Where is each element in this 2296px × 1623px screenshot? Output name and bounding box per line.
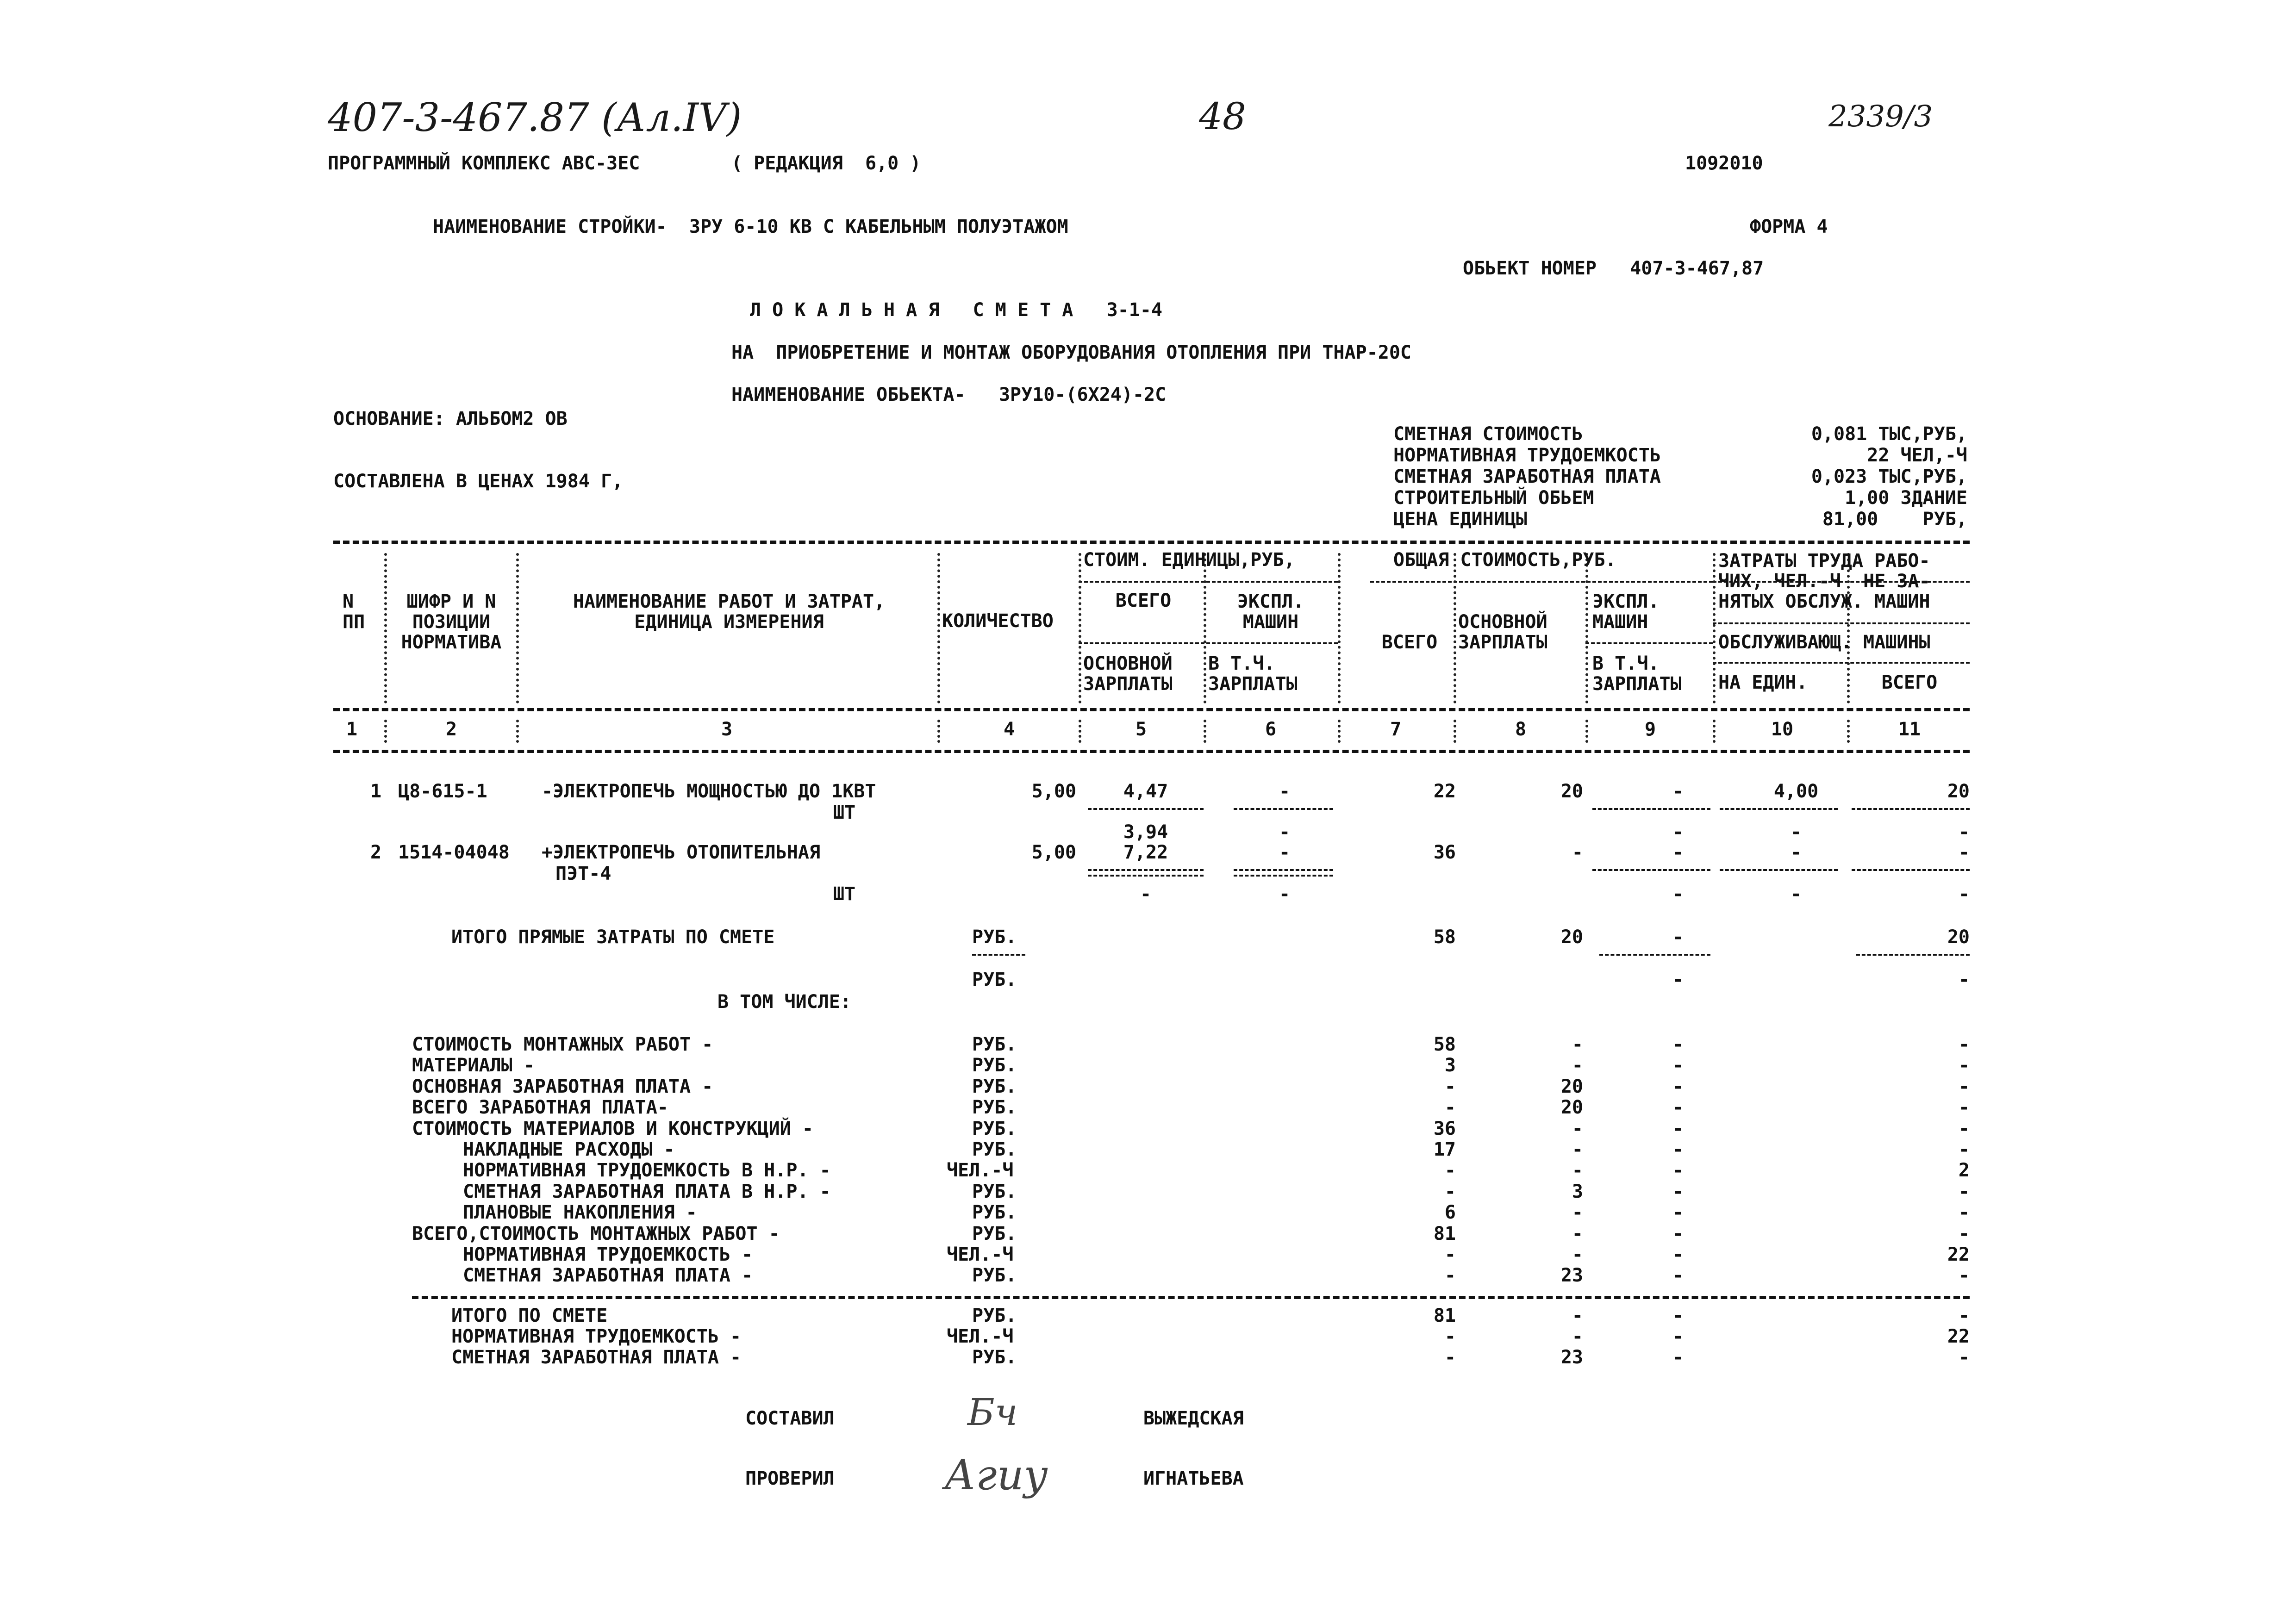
signature-role: СОСТАВИЛ xyxy=(745,1408,835,1429)
header-total-cost: ОБЩАЯ СТОИМОСТЬ,РУБ. xyxy=(1393,549,1616,571)
breakdown-labor: - xyxy=(1958,1181,1970,1202)
item-number: 1 xyxy=(370,781,382,802)
column-number: 10 xyxy=(1771,719,1794,740)
column-divider xyxy=(1454,553,1456,703)
totals-label: СМЕТНАЯ ЗАРАБОТНАЯ ПЛАТА - xyxy=(451,1347,742,1368)
direct-total-wage: 20 xyxy=(1560,927,1583,948)
breakdown-unit: РУБ. xyxy=(972,1265,1017,1287)
breakdown-labor: - xyxy=(1958,1076,1970,1097)
column-number: 2 xyxy=(445,719,457,740)
item-sub-rule xyxy=(1088,875,1204,877)
signatory-name: ВЫЖЕДСКАЯ xyxy=(1143,1408,1244,1429)
column-number: 9 xyxy=(1644,719,1656,740)
breakdown-label: МАТЕРИАЛЫ - xyxy=(412,1055,535,1076)
program-edition: ( РЕДАКЦИЯ 6,0 ) xyxy=(731,153,921,174)
summary-value: 22 ЧЕЛ,-Ч xyxy=(1867,445,1967,466)
breakdown-mach: - xyxy=(1672,1181,1684,1202)
header-name: НАИМЕНОВАНИЕ РАБОТ И ЗАТРАТ, ЕДИНИЦА ИЗМЕРЕНИЯ xyxy=(573,591,886,633)
item-sub-rule xyxy=(1592,808,1710,810)
breakdown-total: 58 xyxy=(1433,1034,1456,1055)
column-divider xyxy=(937,553,940,703)
breakdown-label: НАКЛАДНЫЕ РАСХОДЫ - xyxy=(463,1139,675,1160)
item-unit-incl: - xyxy=(1279,883,1291,905)
header-total-incl: В Т.Ч. ЗАРПЛАТЫ xyxy=(1592,653,1682,695)
column-divider xyxy=(1204,720,1206,743)
numbers-bottom-rule xyxy=(333,750,1970,753)
unit-cost-rule-2 xyxy=(1079,642,1338,644)
item-labor-serv-total: - xyxy=(1958,883,1970,905)
item-sub-rule xyxy=(1592,869,1710,871)
breakdown-wage: 20 xyxy=(1560,1076,1583,1097)
column-divider xyxy=(384,720,387,743)
header-total-wage: ОСНОВНОЙ ЗАРПЛАТЫ xyxy=(1458,611,1547,653)
item-labor-serv: - xyxy=(1790,883,1802,905)
item-labor-unit: 4,00 xyxy=(1773,781,1819,802)
item-quantity: 5,00 xyxy=(1031,781,1076,802)
item-mach-incl: - xyxy=(1672,821,1684,843)
handwritten-signature: Агиу xyxy=(944,1451,1048,1499)
item-sub-rule xyxy=(1234,869,1333,871)
breakdown-label: ОСНОВНАЯ ЗАРАБОТНАЯ ПЛАТА - xyxy=(412,1076,713,1097)
header-unit-total: ВСЕГО xyxy=(1115,590,1172,611)
column-divider xyxy=(1585,553,1588,703)
handwritten-page-number: 48 xyxy=(1199,95,1246,138)
breakdown-mach: - xyxy=(1672,1202,1684,1224)
column-divider xyxy=(1204,553,1206,703)
column-divider xyxy=(1079,553,1081,703)
breakdown-mach: - xyxy=(1672,1139,1684,1160)
breakdown-labor: - xyxy=(1958,1223,1970,1244)
item-sub-rule xyxy=(1852,808,1970,810)
item-code: 1514-04048 xyxy=(398,842,510,863)
totals-total: - xyxy=(1444,1347,1456,1368)
breakdown-unit: ЧЕЛ.-Ч xyxy=(947,1160,1014,1181)
item-unit-wage: - xyxy=(1140,883,1152,905)
totals-wage: - xyxy=(1572,1326,1583,1347)
totals-mach: - xyxy=(1672,1305,1684,1326)
handwritten-signature: Бч xyxy=(967,1391,1018,1434)
totals-total: - xyxy=(1444,1326,1456,1347)
item-labor-total: 20 xyxy=(1947,781,1970,802)
column-divider xyxy=(1713,553,1716,703)
breakdown-wage: 23 xyxy=(1560,1265,1583,1287)
breakdown-labor: - xyxy=(1958,1118,1970,1139)
item-name-2: ПЭТ-4 xyxy=(555,863,611,884)
header-labor-total: ВСЕГО xyxy=(1881,672,1938,693)
header-unit-incl: В Т.Ч. ЗАРПЛАТЫ xyxy=(1208,653,1298,695)
item-sub-rule xyxy=(1234,875,1333,877)
form-number: ФОРМА 4 xyxy=(1750,216,1828,237)
header-labor: ЗАТРАТЫ ТРУДА РАБО- ЧИХ, ЧЕЛ.-Ч НЕ ЗА- НЯТЫХ ОБСЛУЖ. МАШИН xyxy=(1718,550,1930,612)
breakdown-wage: 3 xyxy=(1572,1181,1583,1202)
totals-mach: - xyxy=(1672,1326,1684,1347)
column-divider xyxy=(1847,720,1850,743)
labor-rule-3 xyxy=(1713,662,1970,664)
labor-rule-2 xyxy=(1713,622,1970,624)
breakdown-total: 6 xyxy=(1444,1202,1456,1224)
breakdown-label: НОРМАТИВНАЯ ТРУДОЕМКОСТЬ - xyxy=(463,1244,753,1265)
object-name: НАИМЕНОВАНИЕ ОБЬЕКТА- ЗРУ10-(6Х24)-2С xyxy=(731,384,1167,405)
totals-rule xyxy=(412,1296,1970,1299)
header-code: ШИФР И N ПОЗИЦИИ НОРМАТИВА xyxy=(401,591,502,653)
item-unit-mach: - xyxy=(1279,781,1291,802)
summary-value: 0,023 ТЫС,РУБ, xyxy=(1811,466,1967,487)
column-divider xyxy=(1079,720,1081,743)
breakdown-wage: - xyxy=(1572,1055,1583,1076)
item-mach-incl: - xyxy=(1672,883,1684,905)
breakdown-label: СТОИМОСТЬ МОНТАЖНЫХ РАБОТ - xyxy=(412,1034,713,1055)
item-name: +ЭЛЕКТРОПЕЧЬ ОТОПИТЕЛЬНАЯ xyxy=(542,842,821,863)
item-total-mach: - xyxy=(1672,781,1684,802)
breakdown-total: 36 xyxy=(1433,1118,1456,1139)
object-number: ОБЬЕКТ НОМЕР 407-3-467,87 xyxy=(1463,258,1764,279)
item-sub-rule xyxy=(1088,869,1204,871)
breakdown-labor: - xyxy=(1958,1034,1970,1055)
handwritten-doc-number: 407-3-467.87 (Ал.IV) xyxy=(328,95,742,140)
direct-mach-incl: - xyxy=(1672,969,1684,990)
column-divider xyxy=(384,553,387,703)
totals-unit: ЧЕЛ.-Ч xyxy=(947,1326,1014,1347)
header-bottom-rule xyxy=(333,708,1970,711)
totals-labor: - xyxy=(1958,1305,1970,1326)
column-number: 5 xyxy=(1135,719,1147,740)
breakdown-mach: - xyxy=(1672,1223,1684,1244)
item-unit-wage: 3,94 xyxy=(1123,821,1168,843)
basis: ОСНОВАНИЕ: АЛЬБОМ2 ОВ xyxy=(333,408,568,429)
table-top-rule xyxy=(333,541,1970,544)
breakdown-unit: РУБ. xyxy=(972,1223,1017,1244)
totals-label: ИТОГО ПО СМЕТЕ xyxy=(451,1305,608,1326)
breakdown-wage: - xyxy=(1572,1202,1583,1224)
handwritten-sheet-number: 2339/3 xyxy=(1828,99,1933,134)
direct-sub-rule xyxy=(1856,954,1970,956)
header-labor-serv: ОБСЛУЖИВАЮЩ. МАШИНЫ xyxy=(1718,632,1930,653)
unit-cost-rule xyxy=(1079,581,1338,583)
column-number: 8 xyxy=(1515,719,1527,740)
mach-rule xyxy=(1585,642,1713,644)
column-divider xyxy=(1713,720,1716,743)
breakdown-unit: РУБ. xyxy=(972,1181,1017,1202)
breakdown-wage: - xyxy=(1572,1244,1583,1265)
breakdown-total: - xyxy=(1444,1244,1456,1265)
breakdown-wage: 20 xyxy=(1560,1097,1583,1119)
breakdown-mach: - xyxy=(1672,1034,1684,1055)
breakdown-mach: - xyxy=(1672,1265,1684,1287)
breakdown-mach: - xyxy=(1672,1244,1684,1265)
document-title: Л О К А Л Ь Н А Я С М Е Т А 3-1-4 xyxy=(750,299,1163,321)
item-total: 36 xyxy=(1433,842,1456,863)
breakdown-mach: - xyxy=(1672,1118,1684,1139)
breakdown-unit: РУБ. xyxy=(972,1034,1017,1055)
totals-wage: - xyxy=(1572,1305,1583,1326)
summary-value: 0,081 ТЫС,РУБ, xyxy=(1811,423,1967,445)
breakdown-total: 81 xyxy=(1433,1223,1456,1244)
totals-label: НОРМАТИВНАЯ ТРУДОЕМКОСТЬ - xyxy=(451,1326,742,1347)
column-number: 3 xyxy=(721,719,733,740)
totals-labor: 22 xyxy=(1947,1326,1970,1347)
breakdown-unit: РУБ. xyxy=(972,1202,1017,1224)
including-label: В ТОМ ЧИСЛЕ: xyxy=(718,991,851,1013)
breakdown-label: ВСЕГО,СТОИМОСТЬ МОНТАЖНЫХ РАБОТ - xyxy=(412,1223,780,1244)
breakdown-unit: РУБ. xyxy=(972,1076,1017,1097)
signatory-name: ИГНАТЬЕВА xyxy=(1143,1468,1244,1489)
breakdown-labor: 2 xyxy=(1958,1160,1970,1181)
item-number: 2 xyxy=(370,842,382,863)
summary-value: 1,00 ЗДАНИЕ xyxy=(1845,487,1967,509)
breakdown-total: - xyxy=(1444,1160,1456,1181)
summary-label: СМЕТНАЯ ЗАРАБОТНАЯ ПЛАТА xyxy=(1393,466,1661,487)
summary-label: ЦЕНА ЕДИНИЦЫ xyxy=(1393,509,1527,530)
direct-labor-total: 20 xyxy=(1947,927,1970,948)
breakdown-labor: 22 xyxy=(1947,1244,1970,1265)
column-number: 6 xyxy=(1265,719,1277,740)
header-unit-wage: ОСНОВНОЙ ЗАРПЛАТЫ xyxy=(1083,653,1173,695)
breakdown-labor: - xyxy=(1958,1202,1970,1224)
program-code: 1092010 xyxy=(1685,153,1763,174)
totals-wage: 23 xyxy=(1560,1347,1583,1368)
item-total-wage: 20 xyxy=(1560,781,1583,802)
header-qty: КОЛИЧЕСТВО xyxy=(942,610,1054,632)
column-number: 4 xyxy=(1003,719,1015,740)
breakdown-unit: РУБ. xyxy=(972,1118,1017,1139)
summary-value: 81,00 РУБ, xyxy=(1822,509,1967,530)
column-number: 1 xyxy=(346,719,358,740)
item-sub-rule xyxy=(1234,808,1333,810)
item-labor-serv-total: - xyxy=(1958,821,1970,843)
breakdown-mach: - xyxy=(1672,1076,1684,1097)
breakdown-label: НОРМАТИВНАЯ ТРУДОЕМКОСТЬ В Н.Р. - xyxy=(463,1160,831,1181)
breakdown-mach: - xyxy=(1672,1097,1684,1119)
item-sub-rule xyxy=(1852,869,1970,871)
breakdown-mach: - xyxy=(1672,1055,1684,1076)
signature-role: ПРОВЕРИЛ xyxy=(745,1468,835,1489)
column-divider xyxy=(1454,720,1456,743)
direct-total-label: ИТОГО ПРЯМЫЕ ЗАТРАТЫ ПО СМЕТЕ xyxy=(451,927,775,948)
column-number: 11 xyxy=(1898,719,1921,740)
direct-total-mach: - xyxy=(1672,927,1684,948)
item-code: Ц8-615-1 xyxy=(398,781,487,802)
column-divider xyxy=(1338,553,1341,703)
summary-label: СТРОИТЕЛЬНЫЙ ОБЬЕМ xyxy=(1393,487,1594,509)
totals-mach: - xyxy=(1672,1347,1684,1368)
breakdown-label: ПЛАНОВЫЕ НАКОПЛЕНИЯ - xyxy=(463,1202,697,1224)
breakdown-unit: ЧЕЛ.-Ч xyxy=(947,1244,1014,1265)
item-sub-rule xyxy=(1088,808,1204,810)
breakdown-wage: - xyxy=(1572,1034,1583,1055)
item-sub-rule xyxy=(1720,808,1838,810)
breakdown-labor: - xyxy=(1958,1139,1970,1160)
breakdown-total: - xyxy=(1444,1076,1456,1097)
item-unit-mach: - xyxy=(1279,842,1291,863)
total-cost-rule xyxy=(1370,581,1713,583)
breakdown-total: - xyxy=(1444,1265,1456,1287)
item-labor-serv: - xyxy=(1790,821,1802,843)
item-labor-total: - xyxy=(1958,842,1970,863)
header-total-mach: ЭКСПЛ. МАШИН xyxy=(1592,591,1660,633)
construction-name: НАИМЕНОВАНИЕ СТРОЙКИ- ЗРУ 6-10 КВ С КАБЕЛЬНЫМ ПОЛУЭТАЖОМ xyxy=(433,216,1068,237)
totals-unit: РУБ. xyxy=(972,1347,1017,1368)
column-number: 7 xyxy=(1390,719,1402,740)
breakdown-total: - xyxy=(1444,1097,1456,1119)
column-divider xyxy=(516,553,519,703)
item-unit: ШТ xyxy=(833,883,856,905)
column-divider xyxy=(937,720,940,743)
breakdown-label: ВСЕГО ЗАРАБОТНАЯ ПЛАТА- xyxy=(412,1097,668,1119)
breakdown-labor: - xyxy=(1958,1097,1970,1119)
totals-unit: РУБ. xyxy=(972,1305,1017,1326)
breakdown-wage: - xyxy=(1572,1223,1583,1244)
summary-label: НОРМАТИВНАЯ ТРУДОЕМКОСТЬ xyxy=(1393,445,1661,466)
direct-labor-serv: - xyxy=(1958,969,1970,990)
breakdown-label: СМЕТНАЯ ЗАРАБОТНАЯ ПЛАТА В Н.Р. - xyxy=(463,1181,831,1202)
breakdown-wage: - xyxy=(1572,1160,1583,1181)
program-name: ПРОГРАММНЫЙ КОМПЛЕКС АВС-3ЕС xyxy=(328,153,640,174)
summary-label: СМЕТНАЯ СТОИМОСТЬ xyxy=(1393,423,1583,445)
item-name: -ЭЛЕКТРОПЕЧЬ МОЩНОСТЬЮ ДО 1КВТ xyxy=(542,781,876,802)
header-unit-cost: СТОИМ. ЕДИНИЦЫ,РУБ, xyxy=(1083,549,1295,571)
breakdown-wage: - xyxy=(1572,1118,1583,1139)
header-unit-mach: ЭКСПЛ. МАШИН xyxy=(1237,591,1304,633)
direct-total: 58 xyxy=(1433,927,1456,948)
item-unit: ШТ xyxy=(833,802,856,823)
direct-unit-rule xyxy=(972,954,1025,956)
item-total-wage: - xyxy=(1572,842,1583,863)
item-labor-unit: - xyxy=(1790,842,1802,863)
breakdown-label: СМЕТНАЯ ЗАРАБОТНАЯ ПЛАТА - xyxy=(463,1265,753,1287)
breakdown-unit: РУБ. xyxy=(972,1139,1017,1160)
breakdown-labor: - xyxy=(1958,1055,1970,1076)
compiled-prices: СОСТАВЛЕНА В ЦЕНАХ 1984 Г, xyxy=(333,471,624,492)
breakdown-mach: - xyxy=(1672,1160,1684,1181)
item-total-mach: - xyxy=(1672,842,1684,863)
direct-total-unit-2: РУБ. xyxy=(972,969,1017,990)
breakdown-unit: РУБ. xyxy=(972,1097,1017,1119)
totals-labor: - xyxy=(1958,1347,1970,1368)
item-sub-rule xyxy=(1720,869,1838,871)
direct-total-unit: РУБ. xyxy=(972,927,1017,948)
item-unit-total: 7,22 xyxy=(1123,842,1168,863)
totals-total: 81 xyxy=(1433,1305,1456,1326)
breakdown-total: 17 xyxy=(1433,1139,1456,1160)
column-divider xyxy=(1585,720,1588,743)
breakdown-unit: РУБ. xyxy=(972,1055,1017,1076)
breakdown-labor: - xyxy=(1958,1265,1970,1287)
column-divider xyxy=(1338,720,1341,743)
item-unit-incl: - xyxy=(1279,821,1291,843)
column-divider xyxy=(516,720,519,743)
item-total: 22 xyxy=(1433,781,1456,802)
item-quantity: 5,00 xyxy=(1031,842,1076,863)
document-subtitle: НА ПРИОБРЕТЕНИЕ И МОНТАЖ ОБОРУДОВАНИЯ ОТОПЛЕНИЯ ПРИ ТНАР-20С xyxy=(731,342,1412,363)
breakdown-total: 3 xyxy=(1444,1055,1456,1076)
item-unit-total: 4,47 xyxy=(1123,781,1168,802)
header-labor-unit: НА ЕДИН. xyxy=(1718,672,1808,693)
header-np: N ПП xyxy=(343,591,365,633)
breakdown-wage: - xyxy=(1572,1139,1583,1160)
direct-sub-rule xyxy=(1599,954,1710,956)
breakdown-label: СТОИМОСТЬ МАТЕРИАЛОВ И КОНСТРУКЦИЙ - xyxy=(412,1118,813,1139)
breakdown-total: - xyxy=(1444,1181,1456,1202)
header-total-all: ВСЕГО xyxy=(1381,632,1438,653)
